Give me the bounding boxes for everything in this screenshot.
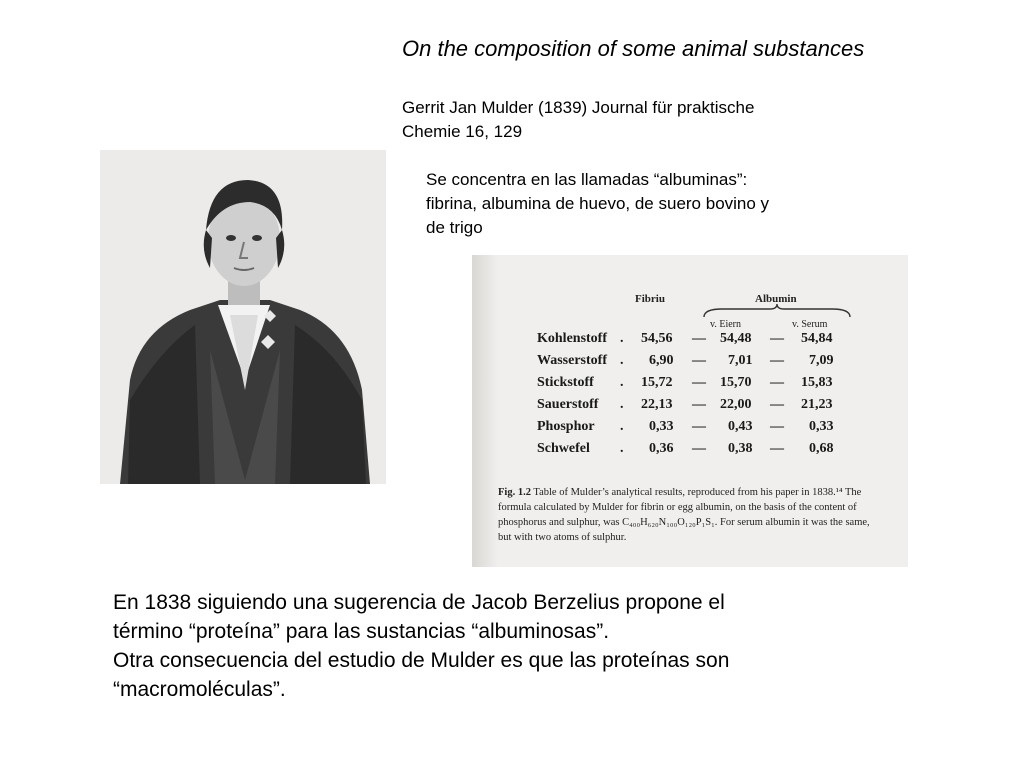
table-scan <box>472 255 908 567</box>
element-cell: Kohlenstoff <box>537 331 607 346</box>
table-row <box>537 419 877 441</box>
serum-cell: 7,09 <box>809 353 834 368</box>
dash-cell: — <box>770 441 784 456</box>
dash-cell: — <box>692 441 706 456</box>
dot-cell: . <box>620 397 624 412</box>
dash-cell: — <box>692 397 706 412</box>
fibrin-cell: 54,56 <box>641 331 673 346</box>
serum-cell: 0,68 <box>809 441 834 456</box>
dot-cell: . <box>620 331 624 346</box>
focus-text <box>426 168 906 240</box>
element-cell: Phosphor <box>537 419 595 434</box>
element-cell: Stickstoff <box>537 375 594 390</box>
serum-cell: 54,84 <box>801 331 833 346</box>
header-egg: v. Eiern <box>710 319 742 330</box>
summary-line: En 1838 siguiendo una sugerencia de Jacob Berzelius propone el <box>113 591 725 614</box>
table-row <box>537 397 877 419</box>
focus-line: de trigo <box>426 218 483 237</box>
egg-cell: 22,00 <box>720 397 752 412</box>
serum-cell: 21,23 <box>801 397 833 412</box>
dot-cell: . <box>620 419 624 434</box>
summary-line: “macromoléculas”. <box>113 678 286 701</box>
results-table <box>472 255 908 485</box>
caption-line <box>498 485 898 500</box>
table-row <box>537 331 877 353</box>
figure-label: Fig. 1.2 <box>498 487 531 498</box>
citation-line: Chemie 16, 129 <box>402 122 523 141</box>
fibrin-cell: 22,13 <box>641 397 673 412</box>
focus-line: fibrina, albumina de huevo, de suero bovino y <box>426 194 770 213</box>
egg-cell: 54,48 <box>720 331 752 346</box>
slide-title: On the composition of some animal substances <box>402 36 865 61</box>
serum-cell: 0,33 <box>809 419 834 434</box>
dash-cell: — <box>770 397 784 412</box>
summary-line: término “proteína” para las sustancias “albuminosas”. <box>113 620 610 643</box>
dot-cell: . <box>620 441 624 456</box>
element-cell: Sauerstoff <box>537 397 599 412</box>
caption-text: Table of Mulder’s analytical results, reproduced from his paper in 1838.¹⁴ The <box>533 487 862 498</box>
caption-line: but with two atoms of sulphur. <box>498 532 627 543</box>
header-serum: v. Serum <box>792 319 828 330</box>
dash-cell: — <box>692 331 706 346</box>
focus-line: Se concentra en las llamadas “albuminas”: <box>426 170 748 189</box>
dot-cell: . <box>620 375 624 390</box>
caption-line: formula calculated by Mulder for fibrin or egg albumin, on the basis of the content of <box>498 502 857 513</box>
dash-cell: — <box>770 419 784 434</box>
egg-cell: 0,38 <box>728 441 753 456</box>
table-row <box>537 375 877 397</box>
dash-cell: — <box>770 331 784 346</box>
summary-line: Otra consecuencia del estudio de Mulder es que las proteínas son <box>113 649 730 672</box>
dot-cell: . <box>620 353 624 368</box>
table-row <box>537 441 877 463</box>
summary-text <box>113 588 913 704</box>
fibrin-cell: 15,72 <box>641 375 673 390</box>
header-albumin: Albumin <box>755 293 797 305</box>
header-fibrin: Fibriu <box>635 293 665 305</box>
serum-cell: 15,83 <box>801 375 833 390</box>
dash-cell: — <box>692 375 706 390</box>
dash-cell: — <box>770 353 784 368</box>
figure-caption <box>498 485 898 545</box>
element-cell: Wasserstoff <box>537 353 607 368</box>
fibrin-cell: 0,36 <box>649 441 674 456</box>
caption-line: phosphorus and sulphur, was C₄₀₀H₆₂₀N₁₀₀O₁₂₀P₁S₁. For serum albumin it was the same, <box>498 517 870 528</box>
egg-cell: 0,43 <box>728 419 753 434</box>
portrait-image <box>100 150 386 484</box>
citation <box>402 96 922 144</box>
element-cell: Schwefel <box>537 441 590 456</box>
fibrin-cell: 6,90 <box>649 353 674 368</box>
table-row <box>537 353 877 375</box>
dash-cell: — <box>692 353 706 368</box>
egg-cell: 7,01 <box>728 353 753 368</box>
egg-cell: 15,70 <box>720 375 752 390</box>
fibrin-cell: 0,33 <box>649 419 674 434</box>
dash-cell: — <box>770 375 784 390</box>
portrait-drawing <box>100 150 386 484</box>
dash-cell: — <box>692 419 706 434</box>
citation-line: Gerrit Jan Mulder (1839) Journal für praktische <box>402 98 755 117</box>
